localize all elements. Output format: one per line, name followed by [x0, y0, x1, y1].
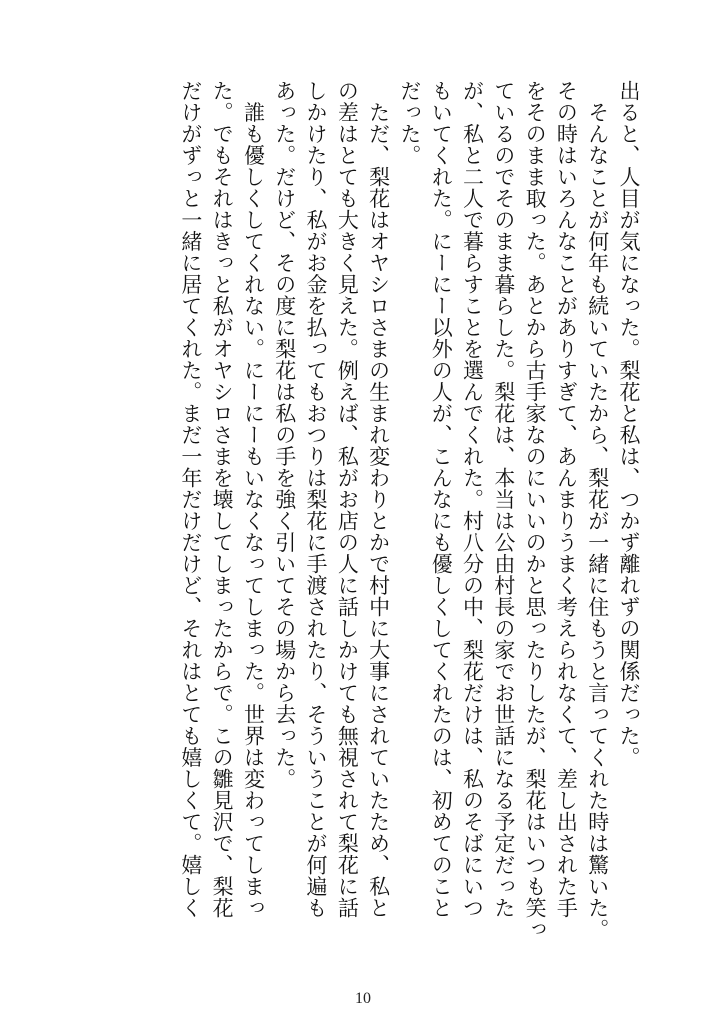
text-column: もいてくれた。にーにー以外の人が、こんなにも優しくしてくれたのは、初めてのこと — [429, 80, 454, 919]
page-number: 10 — [355, 990, 371, 1007]
text-column: そんなことが何年も続いていたから、梨花が一緒に住もうと言ってくれた時は驚いた。 — [585, 80, 610, 940]
text-column: の差はとても大きく見えた。例えば、私がお店の人に話しかけても無視されて梨花に話 — [335, 80, 360, 919]
text-column: 誰も優しくしてくれない。にーにーもいなくなってしまった。世界は変わってしまっ — [241, 80, 266, 919]
vertical-text-body — [175, 80, 644, 972]
text-column: ただ、梨花はオヤシロさまの生まれ変わりとかで村中に大事にされていたため、私と — [366, 80, 391, 919]
text-column: だけがずっと一緒に居てくれた。まだ一年だけだけど、それはとても嬉しくて。嬉しく — [178, 80, 203, 919]
text-column: た。でもそれはきっと私がオヤシロさまを壊してしまったからで。この雛見沢で、梨花 — [210, 80, 235, 919]
text-column: しかけたり、私がお金を払ってもおつりは梨花に手渡されたり、そういうことが何遍も — [304, 80, 329, 919]
text-column: その時はいろんなことがありすぎて、あんまりうまく考えられなくて、差し出された手 — [554, 80, 579, 919]
text-column: ているのでそのまま暮らした。梨花は、本当は公由村長の家でお世話になる予定だった — [491, 80, 516, 919]
text-column: をそのまま取った。あとから古手家なのにいいのかと思ったりしたが、梨花はいつも笑っ — [523, 80, 548, 940]
text-column: が、私と二人で暮らすことを選んでくれた。村八分の中、梨花だけは、私のそばにいつ — [460, 80, 485, 919]
text-column: だった。 — [397, 80, 422, 166]
text-column: あった。だけど、その度に梨花は私の手を強く引いてその場から去った。 — [272, 80, 297, 790]
text-column: 出ると、人目が気になった。梨花と私は、つかず離れずの関係だった。 — [617, 80, 641, 768]
